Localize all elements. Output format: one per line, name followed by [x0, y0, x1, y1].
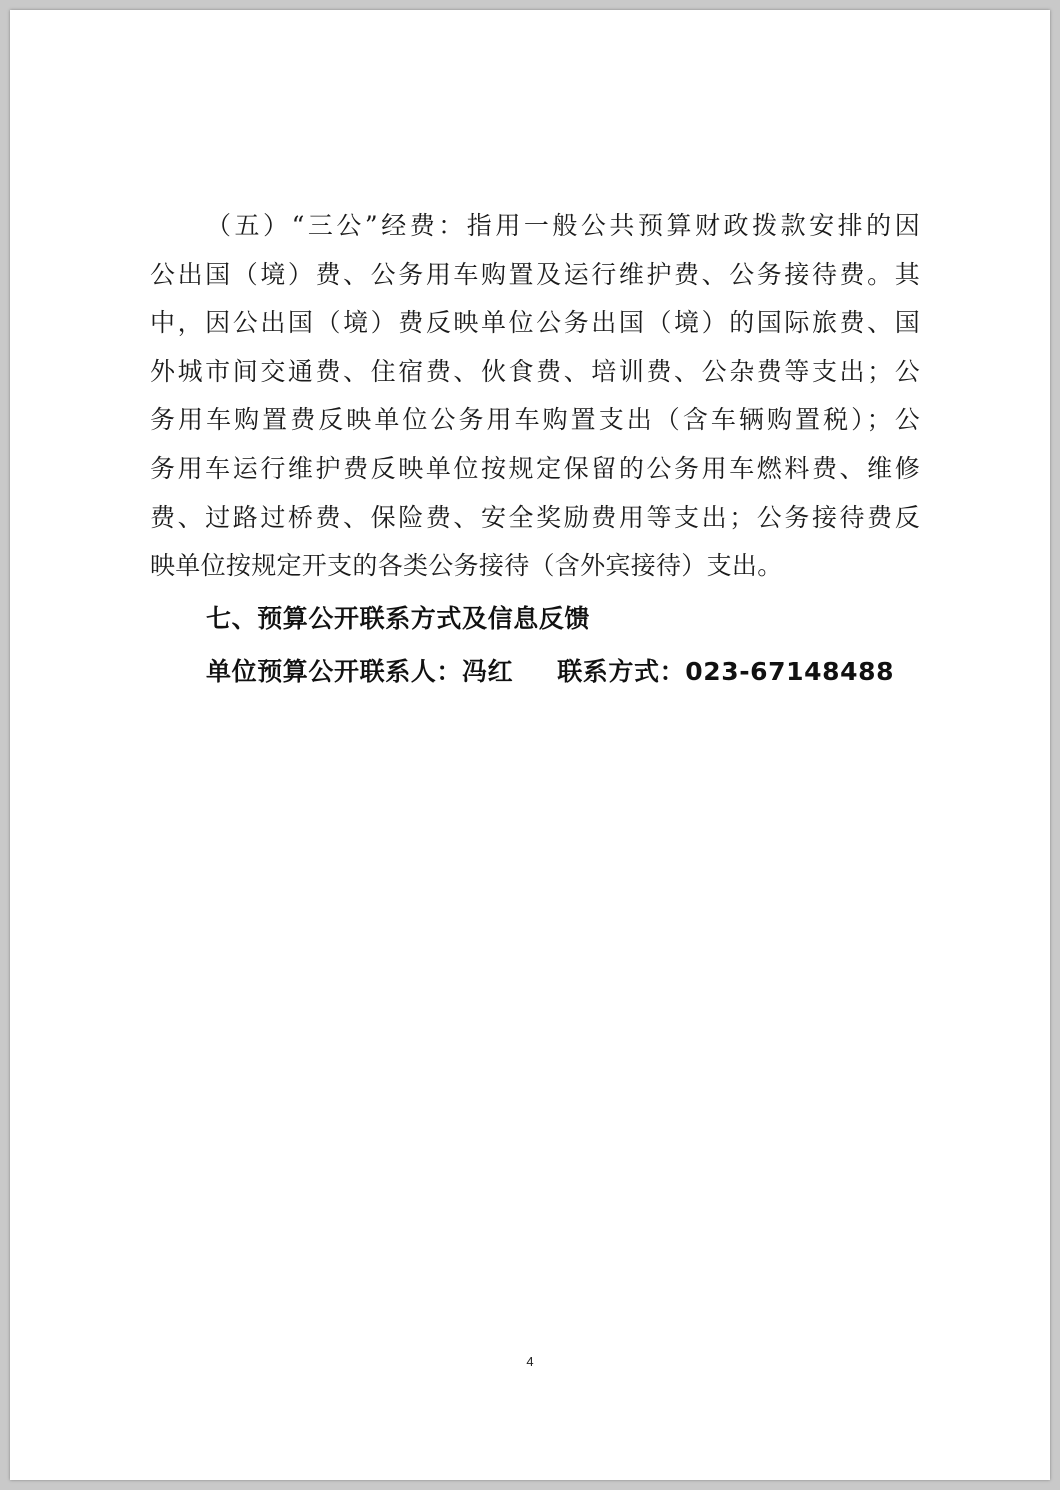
paragraph-line: 务用车运行维护费反映单位按规定保留的公务用车燃料费、维修 [150, 453, 920, 483]
page-number: 4 [526, 1354, 534, 1369]
contact-person: 单位预算公开联系人：冯红 [206, 657, 514, 686]
paragraph-line: 费、过路过桥费、保险费、安全奖励费用等支出；公务接待费反 [150, 502, 920, 532]
paragraph-line: 中，因公出国（境）费反映单位公务出国（境）的国际旅费、国 [150, 308, 920, 338]
contact-line [206, 652, 894, 688]
document-page [10, 10, 1050, 1480]
contact-method: 联系方式：023-67148488 [557, 657, 895, 686]
paragraph-line: 公出国（境）费、公务用车购置及运行维护费、公务接待费。其 [150, 259, 920, 289]
paragraph-three-public-expenses [150, 202, 920, 591]
section-heading: 七、预算公开联系方式及信息反馈 [206, 604, 591, 633]
paragraph-line: 映单位按规定开支的各类公务接待（含外宾接待）支出。 [150, 551, 783, 581]
paragraph-line: （五）“三公”经费：指用一般公共预算财政拨款安排的因 [206, 211, 920, 240]
paragraph-line: 务用车购置费反映单位公务用车购置支出（含车辆购置税）；公 [150, 405, 920, 435]
paragraph-line: 外城市间交通费、住宿费、伙食费、培训费、公杂费等支出；公 [150, 356, 920, 386]
